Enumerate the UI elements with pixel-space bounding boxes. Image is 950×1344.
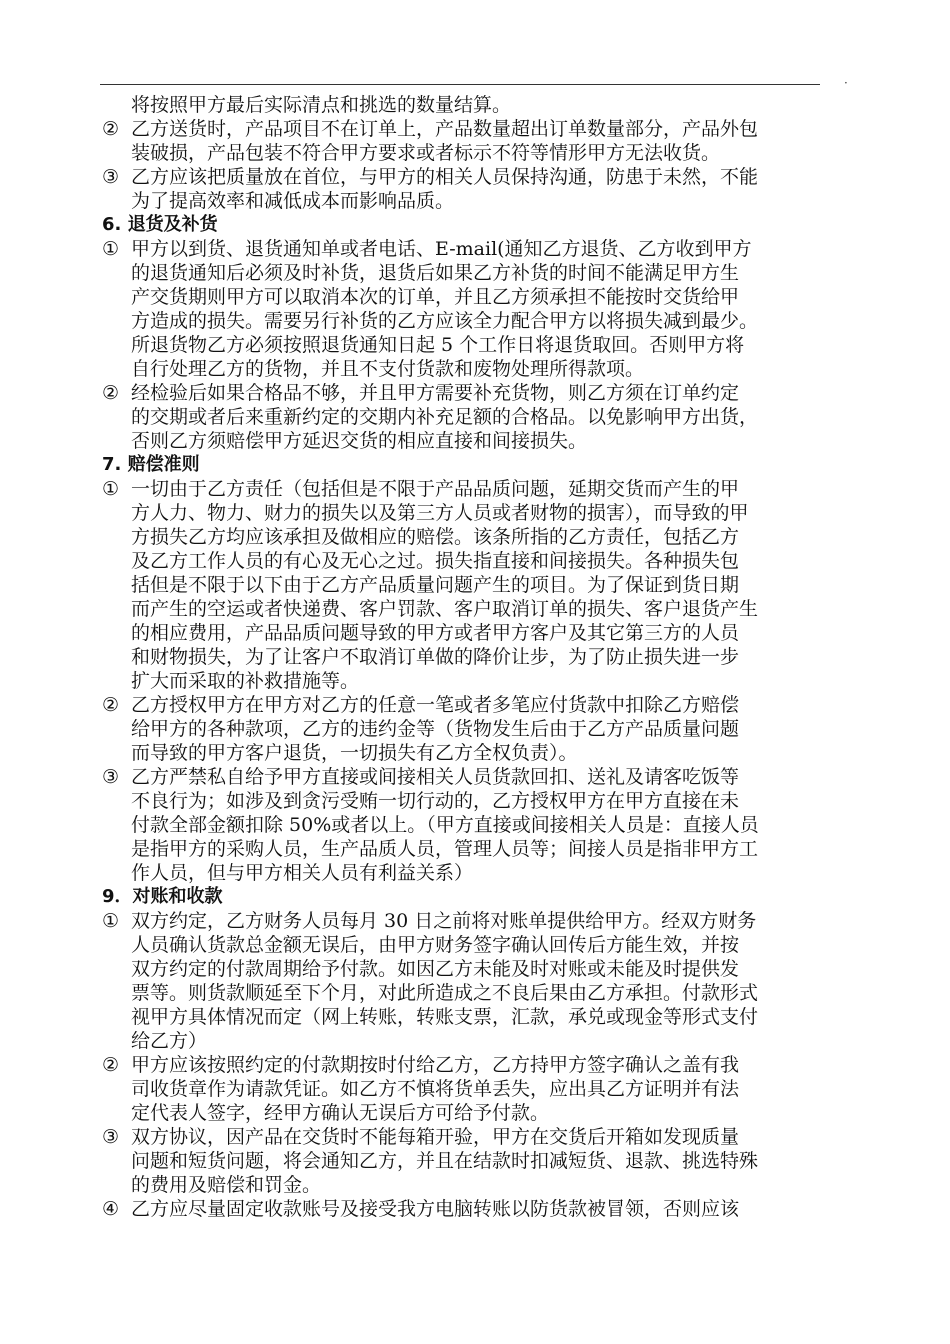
- item-number: ①: [102, 478, 120, 500]
- item-number: ③: [102, 166, 120, 188]
- item-text: 经检验后如果合格品不够，并且甲方需要补充货物，则乙方须在订单约定: [131, 382, 740, 404]
- list-item: [102, 477, 852, 501]
- section-heading-reconciliation: 9．对账和收款: [102, 886, 223, 907]
- paragraph-line: 司收货章作为请款凭证。如乙方不慎将货单丢失，应出具乙方证明并有法: [131, 1078, 740, 1100]
- item-text: 双方约定，乙方财务人员每月 30 日之前将对账单提供给甲方。经双方财务: [131, 910, 757, 932]
- header-rule: [100, 84, 820, 85]
- item-text: 甲方以到货、退货通知单或者电话、E-mail(通知乙方退货、乙方收到甲方: [131, 238, 752, 260]
- item-number: ②: [102, 118, 120, 140]
- item-text: 乙方应该把质量放在首位，与甲方的相关人员保持沟通，防患于未然，不能: [131, 166, 759, 188]
- paragraph-line: 定代表人签字，经甲方确认无误后方可给予付款。: [131, 1102, 550, 1124]
- item-text: 甲方应该按照约定的付款期按时付给乙方，乙方持甲方签字确认之盖有我: [131, 1054, 740, 1076]
- item-number: ①: [102, 910, 120, 932]
- paragraph-line: 的退货通知后必须及时补货，退货后如果乙方补货的时间不能满足甲方生: [131, 262, 740, 284]
- paragraph-line: 扩大而采取的补救措施等。: [131, 670, 360, 692]
- item-text: 一切由于乙方责任（包括但是不限于产品品质问题，延期交货而产生的甲: [131, 478, 740, 500]
- paragraph-line: 方造成的损失。需要另行补货的乙方应该全力配合甲方以将损失减到最少。: [131, 310, 759, 332]
- paragraph-line: 的相应费用，产品品质问题导致的甲方或者甲方客户及其它第三方的人员: [131, 622, 740, 644]
- list-item: [102, 765, 852, 789]
- paragraph-line: 自行处理乙方的货物，并且不支付货款和废物处理所得款项。: [131, 358, 645, 380]
- list-item: [102, 1125, 852, 1149]
- paragraph-line: 而导致的甲方客户退货，一切损失有乙方全权负责）。: [131, 742, 578, 764]
- paragraph-line: 将按照甲方最后实际清点和挑选的数量结算。: [131, 94, 512, 116]
- list-item: [102, 237, 852, 261]
- paragraph-line: 是指甲方的采购人员，生产品质人员，管理人员等；间接人员是指非甲方工: [131, 838, 759, 860]
- paragraph-line: 票等。则货款顺延至下个月，对此所造成之不良后果由乙方承担。付款形式: [131, 982, 759, 1004]
- paragraph-line: 装破损，产品包装不符合甲方要求或者标示不符等情形甲方无法收货。: [131, 142, 721, 164]
- item-text: 乙方送货时，产品项目不在订单上，产品数量超出订单数量部分，产品外包: [131, 118, 759, 140]
- item-number: ②: [102, 694, 120, 716]
- section-heading-returns: 6. 退货及补货: [102, 214, 218, 235]
- paragraph-line: 括但是不限于以下由于乙方产品质量问题产生的项目。为了保证到货日期: [131, 574, 740, 596]
- header-dot: ·: [844, 76, 848, 90]
- item-number: ②: [102, 382, 120, 404]
- paragraph-line: 双方约定的付款周期给予付款。如因乙方未能及时对账或未能及时提供发: [131, 958, 740, 980]
- paragraph-line: 视甲方具体情况而定（网上转账，转账支票，汇款，承兑或现金等形式支付: [131, 1006, 759, 1028]
- paragraph-line: 给甲方的各种款项，乙方的违约金等（货物发生后由于乙方产品质量问题: [131, 718, 740, 740]
- section-heading-compensation: 7. 赔偿准则: [102, 454, 200, 475]
- paragraph-line: 方人力、物力、财力的损失以及第三方人员或者财物的损害），而导致的甲: [131, 502, 749, 524]
- list-item: [102, 909, 852, 933]
- list-item: [102, 693, 852, 717]
- list-item: [102, 1197, 852, 1221]
- list-item: [102, 381, 852, 405]
- item-number: ②: [102, 1054, 120, 1076]
- item-text: 乙方应尽量固定收款账号及接受我方电脑转账以防货款被冒领，否则应该: [131, 1198, 740, 1220]
- list-item: [102, 117, 852, 141]
- list-item: [102, 1053, 852, 1077]
- item-number: ④: [102, 1198, 120, 1220]
- paragraph-line: 而产生的空运或者快递费、客户罚款、客户取消订单的损失、客户退货产生: [131, 598, 759, 620]
- paragraph-line: 产交货期则甲方可以取消本次的订单，并且乙方须承担不能按时交货给甲: [131, 286, 740, 308]
- paragraph-line: 人员确认货款总金额无误后，由甲方财务签字确认回传后方能生效，并按: [131, 934, 740, 956]
- document-body: [102, 93, 852, 1221]
- paragraph-line: 为了提高效率和减低成本而影响品质。: [131, 190, 455, 212]
- paragraph-line: 和财物损失，为了让客户不取消订单做的降价让步，为了防止损失进一步: [131, 646, 740, 668]
- paragraph-line: 否则乙方须赔偿甲方延迟交货的相应直接和间接损失。: [131, 430, 588, 452]
- paragraph-line: 不良行为；如涉及到贪污受贿一切行动的，乙方授权甲方在甲方直接在未: [131, 790, 740, 812]
- list-item: [102, 165, 852, 189]
- paragraph-line: 给乙方）: [131, 1030, 208, 1052]
- paragraph-line: 作人员，但与甲方相关人员有利益关系）: [131, 862, 474, 884]
- item-text: 乙方严禁私自给予甲方直接或间接相关人员货款回扣、送礼及请客吃饭等: [131, 766, 740, 788]
- paragraph-line: 问题和短货问题，将会通知乙方，并且在结款时扣减短货、退款、挑选特殊: [131, 1150, 759, 1172]
- paragraph-line: 及乙方工作人员的有心及无心之过。损失指直接和间接损失。各种损失包: [131, 550, 740, 572]
- item-number: ①: [102, 238, 120, 260]
- paragraph-line: 付款全部金额扣除 50%或者以上。（甲方直接或间接相关人员是：直接人员: [131, 814, 759, 836]
- paragraph-line: 的交期或者后来重新约定的交期内补充足额的合格品。以免影响甲方出货，: [131, 406, 759, 428]
- paragraph-line: 的费用及赔偿和罚金。: [131, 1174, 322, 1196]
- paragraph-line: 方损失乙方均应该承担及做相应的赔偿。该条所指的乙方责任，包括乙方: [131, 526, 740, 548]
- item-number: ③: [102, 766, 120, 788]
- item-text: 乙方授权甲方在甲方对乙方的任意一笔或者多笔应付货款中扣除乙方赔偿: [131, 694, 740, 716]
- paragraph-line: 所退货物乙方必须按照退货通知日起 5 个工作日将退货取回。否则甲方将: [131, 334, 745, 356]
- item-number: ③: [102, 1126, 120, 1148]
- item-text: 双方协议，因产品在交货时不能每箱开验，甲方在交货后开箱如发现质量: [131, 1126, 740, 1148]
